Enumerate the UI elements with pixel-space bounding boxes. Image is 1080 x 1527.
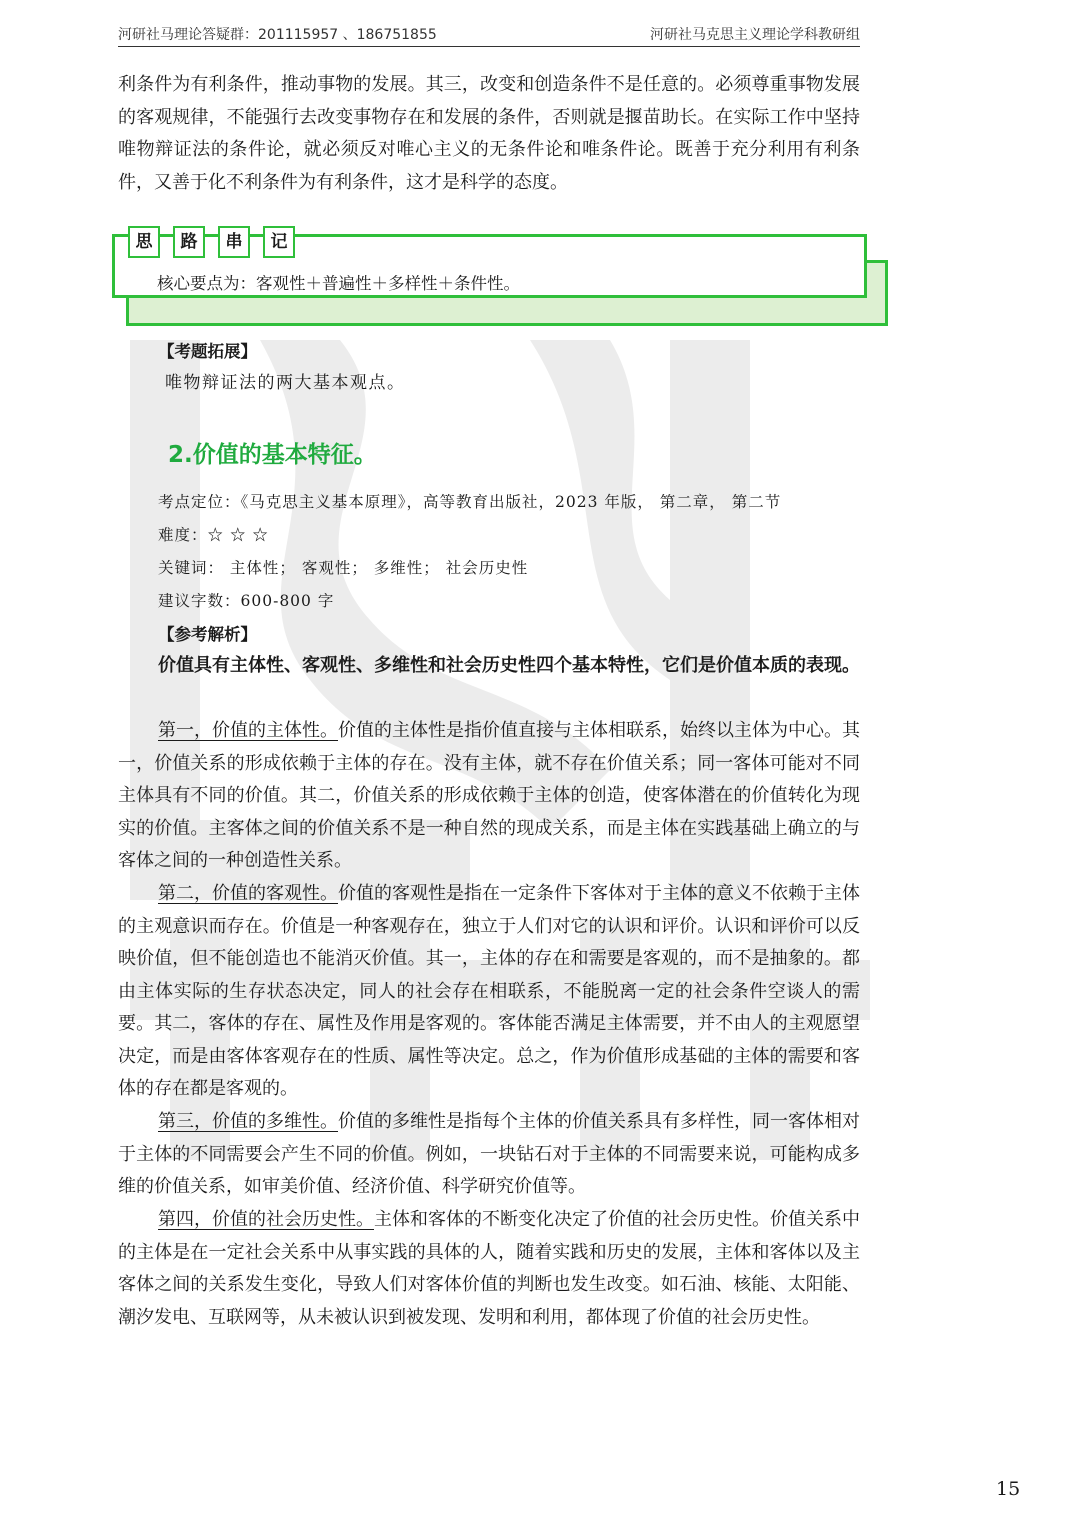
- header-left-text: 河研社马理论答疑群：201115957 、186751855: [118, 27, 437, 43]
- summary-text: 核心要点为：客观性＋普遍性＋多样性＋条件性。: [157, 274, 520, 293]
- header-right-text: 河研社马克思主义理论学科教研组: [650, 27, 860, 43]
- point-2-heading: 第二，价值的客观性。: [158, 883, 338, 904]
- point-4-body: 主体和客体的不断变化决定了价值的社会历史性。价值关系中的主体是在一定社会关系中从事实践的具体的人，随着实践和历史的发展，主体和客体以及主客体之间的关系发生变化，导致人们对客体价值的判断也发生改变。如石油、核能、太阳能、潮汐发电、互联网等，从未被认识到被发现、发明和利用，都体现了价值的社会历史性。: [118, 1209, 860, 1328]
- summary-tag-1: 思: [128, 226, 160, 258]
- difficulty-stars: ☆ ☆ ☆: [207, 526, 269, 544]
- keywords: 关键词： 主体性； 客观性； 多维性； 社会历史性: [158, 559, 529, 577]
- point-1-body: 价值的主体性是指价值直接与主体相联系，始终以主体为中心。其一，价值关系的形成依赖于主体的存在。没有主体，就不存在价值关系；同一客体可能对不同主体具有不同的价值。其二，价值关系的形成依赖于主体的创造，使客体潜在的价值转化为现实的价值。主客体之间的价值关系不是一种自然的现成关系，而是主体在实践基础上确立的与客体之间的一种创造性关系。: [118, 720, 860, 871]
- point-3-heading: 第三，价值的多维性。: [158, 1111, 338, 1132]
- point-2: [118, 878, 860, 1106]
- point-3-body: 价值的多维性是指每个主体的价值关系具有多样性，同一客体相对于主体的不同需要会产生不同的价值。例如，一块钻石对于主体的不同需要来说，可能构成多维的价值关系，如审美价值、经济价值、科学研究价值等。: [118, 1111, 860, 1197]
- analysis-label: 【参考解析】: [158, 625, 257, 644]
- extension-question: 唯物辩证法的两大基本观点。: [165, 373, 406, 393]
- exam-location: 考点定位：《马克思主义基本原理》，高等教育出版社，2023 年版， 第二章， 第二节: [158, 493, 782, 511]
- difficulty-label: 难度：: [158, 526, 208, 544]
- page-header: [118, 22, 860, 47]
- extension-label: 【考题拓展】: [158, 342, 257, 361]
- summary-tag-4: 记: [263, 226, 295, 258]
- point-3: [118, 1106, 860, 1204]
- analysis-lead: 价值具有主体性、客观性、多维性和社会历史性四个基本特性，它们是价值本质的表现。: [158, 655, 860, 676]
- page-number: 15: [996, 1478, 1021, 1500]
- word-count: 建议字数：600-800 字: [158, 592, 335, 610]
- intro-paragraph: 利条件为有利条件，推动事物的发展。其三，改变和创造条件不是任意的。必须尊重事物发展的客观规律，不能强行去改变事物存在和发展的条件，否则就是揠苗助长。在实际工作中坚持唯物辩证法的条件论，就必须反对唯心主义的无条件论和唯条件论。既善于充分利用有利条件，又善于化不利条件为有利条件，这才是科学的态度。: [118, 74, 860, 193]
- difficulty-row: [158, 523, 269, 545]
- point-2-body: 价值的客观性是指在一定条件下客体对于主体的意义不依赖于主体的主观意识而存在。价值是一种客观存在，独立于人们对它的认识和评价。认识和评价可以反映价值，但不能创造也不能消灭价值。其一，主体的存在和需要是客观的，而不是抽象的。都由主体实际的生存状态决定，同人的社会存在相联系，不能脱离一定的社会条件空谈人的需要。其二，客体的存在、属性及作用是客观的。客体能否满足主体需要，并不由人的主观愿望决定，而是由客体客观存在的性质、属性等决定。总之，作为价值形成基础的主体的需要和客体的存在都是客观的。: [118, 883, 860, 1099]
- point-1-heading: 第一，价值的主体性。: [158, 720, 338, 741]
- point-1: [118, 715, 860, 878]
- point-4-heading: 第四，价值的社会历史性。: [158, 1209, 374, 1230]
- section-title: 2.价值的基本特征。: [168, 442, 377, 468]
- summary-tag-3: 串: [218, 226, 250, 258]
- summary-tag-2: 路: [173, 226, 205, 258]
- point-4: [118, 1204, 860, 1334]
